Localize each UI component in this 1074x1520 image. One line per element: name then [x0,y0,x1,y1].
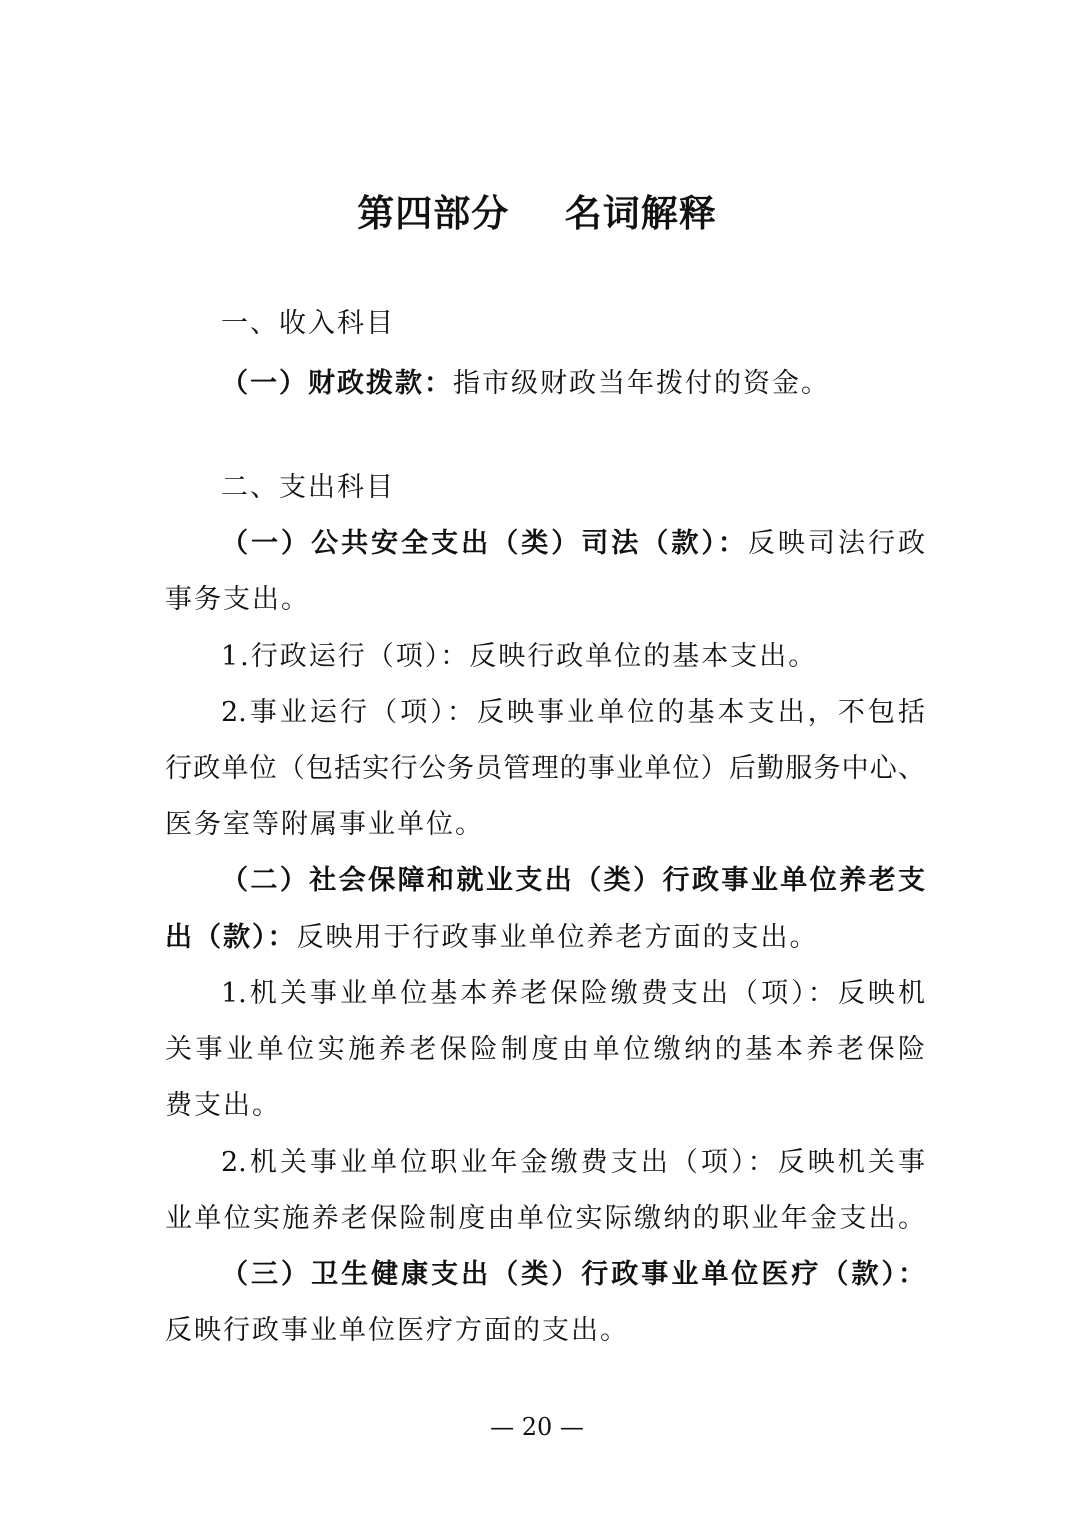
sub-item-institution-operation-line3: 医务室等附属事业单位。 [165,809,484,840]
definition-social-security: 反映用于行政事业单位养老方面的支出。 [296,922,819,953]
definition-public-security-part2: 事务支出。 [165,584,310,615]
sub-item-institution-operation-line1: 2.事业运行（项）：反映事业单位的基本支出，不包括 [221,697,925,728]
term-social-security-line2: 出（款）： [165,922,297,953]
paragraph-fiscal-appropriation [221,364,925,404]
definition-public-security-part1: 反映司法行政 [747,528,925,559]
sub-item-basic-pension-line1: 1.机关事业单位基本养老保险缴费支出（项）：反映机 [221,978,925,1009]
term-health: （三）卫生健康支出（类）行政事业单位医疗（款）： [221,1259,925,1290]
definition-fiscal-appropriation: 指市级财政当年拨付的资金。 [453,368,830,399]
definition-health: 反映行政事业单位医疗方面的支出。 [165,1315,629,1346]
paragraph-public-security-line1 [221,524,925,564]
section-heading-expense: 二、支出科目 [221,472,395,503]
term-public-security: （一）公共安全支出（类）司法（款）： [221,528,748,559]
sub-item-basic-pension-line3: 费支出。 [165,1090,281,1121]
sub-item-institution-operation-line2: 行政单位（包括实行公务员管理的事业单位）后勤服务中心、 [165,753,925,784]
term-fiscal-appropriation: （一）财政拨款： [221,368,453,399]
term-social-security-line1: （二）社会保障和就业支出（类）行政事业单位养老支 [221,865,925,896]
sub-item-occupational-annuity-line1: 2.机关事业单位职业年金缴费支出（项）：反映机关事 [221,1147,925,1178]
page-number: — 20 — [490,1413,584,1441]
sub-item-occupational-annuity-line2: 业单位实施养老保险制度由单位实际缴纳的职业年金支出。 [165,1203,925,1234]
paragraph-social-security-line2 [165,918,925,958]
page-title: 第四部分 名词解释 [357,192,717,235]
section-heading-income: 一、收入科目 [221,308,395,339]
sub-item-basic-pension-line2: 关事业单位实施养老保险制度由单位缴纳的基本养老保险 [165,1034,925,1065]
sub-item-admin-operation: 1.行政运行（项）：反映行政单位的基本支出。 [221,641,818,672]
